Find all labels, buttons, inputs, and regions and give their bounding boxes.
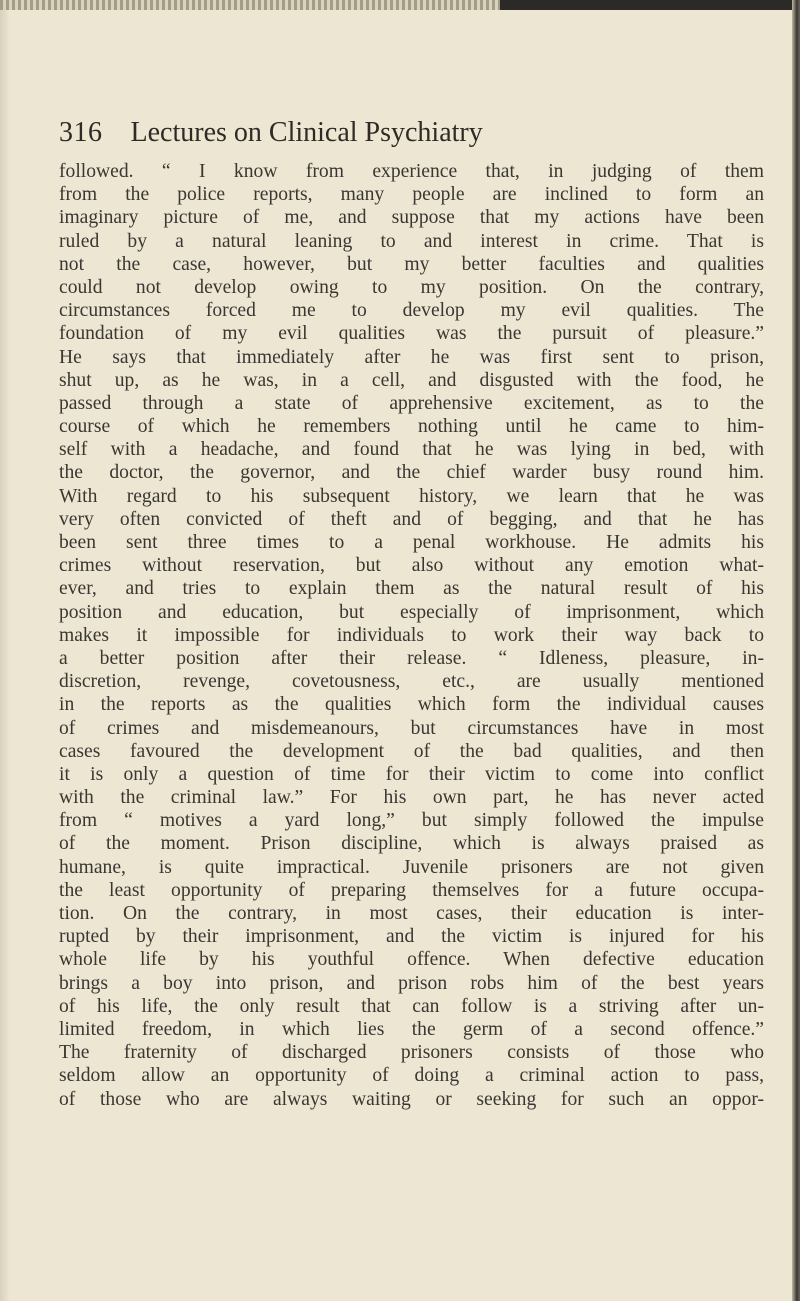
text-line: passed through a state of apprehensive excitement, as to the (59, 392, 764, 414)
text-line: seldom allow an opportunity of doing a criminal action to pass, (59, 1065, 764, 1087)
text-line: ever, and tries to explain them as the natural result of his (59, 578, 764, 600)
text-line: the least opportunity of preparing themselves for a future occupa- (59, 879, 764, 901)
body-text (59, 160, 764, 1111)
page-left-shadow (0, 10, 10, 1301)
text-line: in the reports as the qualities which form the individual causes (59, 694, 764, 716)
text-line: With regard to his subsequent history, we learn that he was (59, 485, 764, 507)
text-line: brings a boy into prison, and prison robs him of the best years (59, 972, 764, 994)
text-line: He says that immediately after he was first sent to prison, (59, 346, 764, 368)
text-line: The fraternity of discharged prisoners consists of those who (59, 1042, 764, 1064)
text-line: followed. “ I know from experience that, in judging of them (59, 161, 764, 182)
text-line: from the police reports, many people are inclined to form an (59, 184, 764, 206)
text-line: cases favoured the development of the bad qualities, and then (59, 740, 764, 762)
text-line: position and education, but especially of imprisonment, which (59, 601, 764, 623)
text-line: it is only a question of time for their victim to come into conflict (59, 763, 764, 785)
text-line: tion. On the contrary, in most cases, their education is inter- (59, 903, 764, 924)
page-number: 316 (59, 117, 103, 148)
text-line: limited freedom, in which lies the germ of a second offence.” (59, 1018, 764, 1040)
text-line: shut up, as he was, in a cell, and disgusted with the food, he (59, 369, 764, 391)
text-line: of his life, the only result that can follow is a striving after un- (59, 995, 764, 1017)
text-line: been sent three times to a penal workhouse. He admits his (59, 532, 764, 553)
text-line: very often convicted of theft and of begging, and that he has (59, 508, 764, 530)
text-line: crimes without reservation, but also without any emotion what- (59, 555, 764, 577)
text-line: ruled by a natural leaning to and interest in crime. That is (59, 230, 764, 252)
text-line: makes it impossible for individuals to work their way back to (59, 624, 764, 646)
text-line: course of which he remembers nothing until he came to him- (59, 416, 764, 438)
text-line: circumstances forced me to develop my evil qualities. The (59, 300, 764, 322)
text-line: of the moment. Prison discipline, which is always praised as (59, 833, 764, 855)
text-line: discretion, revenge, covetousness, etc., are usually mentioned (59, 671, 764, 693)
text-line: of those who are always waiting or seeking for such an oppor- (59, 1088, 764, 1110)
running-head (59, 117, 759, 157)
text-line: from “ motives a yard long,” but simply followed the impulse (59, 810, 764, 832)
text-line: foundation of my evil qualities was the pursuit of pleasure.” (59, 323, 764, 345)
page-top-edge (0, 0, 800, 10)
text-line: rupted by their imprisonment, and the victim is injured for his (59, 926, 764, 948)
text-line: not the case, however, but my better faculties and qualities (59, 253, 764, 275)
text-line: with the criminal law.” For his own part, he has never acted (59, 787, 764, 809)
text-line: a better position after their release. “ Idleness, pleasure, in- (59, 647, 764, 669)
text-line: could not develop owing to my position. On the contrary, (59, 276, 764, 298)
page-right-edge (792, 0, 800, 1301)
text-line: self with a headache, and found that he was lying in bed, with (59, 439, 764, 461)
text-line: the doctor, the governor, and the chief warder busy round him. (59, 462, 764, 484)
text-line: humane, is quite impractical. Juvenile prisoners are not given (59, 856, 764, 878)
text-line: whole life by his youthful offence. When defective education (59, 949, 764, 971)
text-line: imaginary picture of me, and suppose that my actions have been (59, 207, 764, 229)
text-line: of crimes and misdemeanours, but circumstances have in most (59, 717, 764, 739)
running-title: Lectures on Clinical Psychiatry (130, 117, 483, 148)
